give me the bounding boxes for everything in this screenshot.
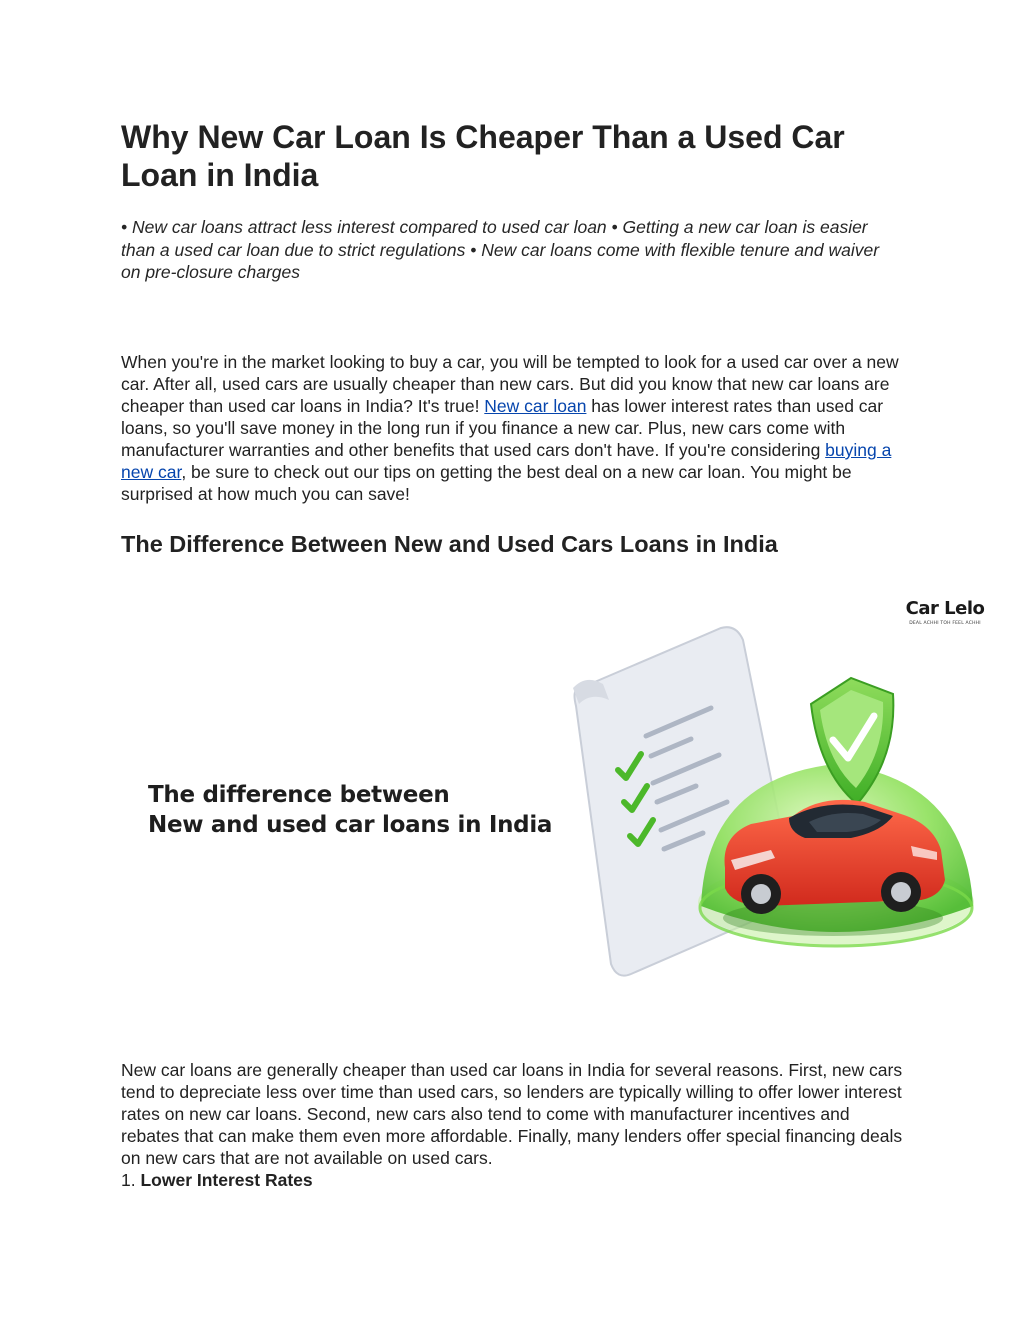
logo-text: Car Lelo [905,598,985,619]
body-paragraph: New car loans are generally cheaper than used car loans in India for several reasons. First, new cars tend to depreciate less over time than used cars, so lenders are typically willing to offer lower interest rates on new car loans. Second, new cars also tend to come with manufacturer incentives and rebates that can make them even more affordable. Finally, many lenders offer special financing deals on new cars that are not available on used cars. [121,1060,903,1168]
logo-tagline: DEAL ACHHI TOH FEEL ACHHI [909,621,981,626]
list-item [121,1169,313,1191]
page-title: Why New Car Loan Is Cheaper Than a Used Car Loan in India [121,119,845,193]
intro-text-1: When you're in the market looking to buy a car, you will be tempted to look for a used car over a new car. After all, used cars are usually cheaper than new cars. But did you know that new car loans are cheaper than used car loans in India? It's true! [121,352,899,416]
banner-caption-line2: New and used car loans in India [148,812,553,838]
intro-text-3: , be sure to check out our tips on getting the best deal on a new car loan. You might be surprised at how much you can save! [121,462,852,504]
list-item-label: Lower Interest Rates [140,1170,313,1190]
section-heading: The Difference Between New and Used Cars Loans in India [121,531,778,557]
banner-image [121,588,1001,1038]
summary-text: • New car loans attract less interest compared to used car loan • Getting a new car loan is easier than a used car loan due to strict regulations • New car loans come with flexible tenure and waiver on pre-closure charges [121,217,880,282]
intro-text-2: has lower interest rates than used car loans, so you'll save money in the long run if you finance a new car. Plus, new cars come with manufacturer warranties and other benefits that used cars don't have. If you're considering [121,396,884,460]
carlelo-logo [903,598,987,626]
list-number: 1. [121,1170,141,1190]
banner-caption [148,780,552,840]
new-car-loan-link[interactable]: New car loan [484,396,587,416]
intro-paragraph [121,351,903,505]
buying-new-car-link[interactable]: buying a new car [121,440,892,482]
banner-caption-line1: The difference between [148,782,450,808]
